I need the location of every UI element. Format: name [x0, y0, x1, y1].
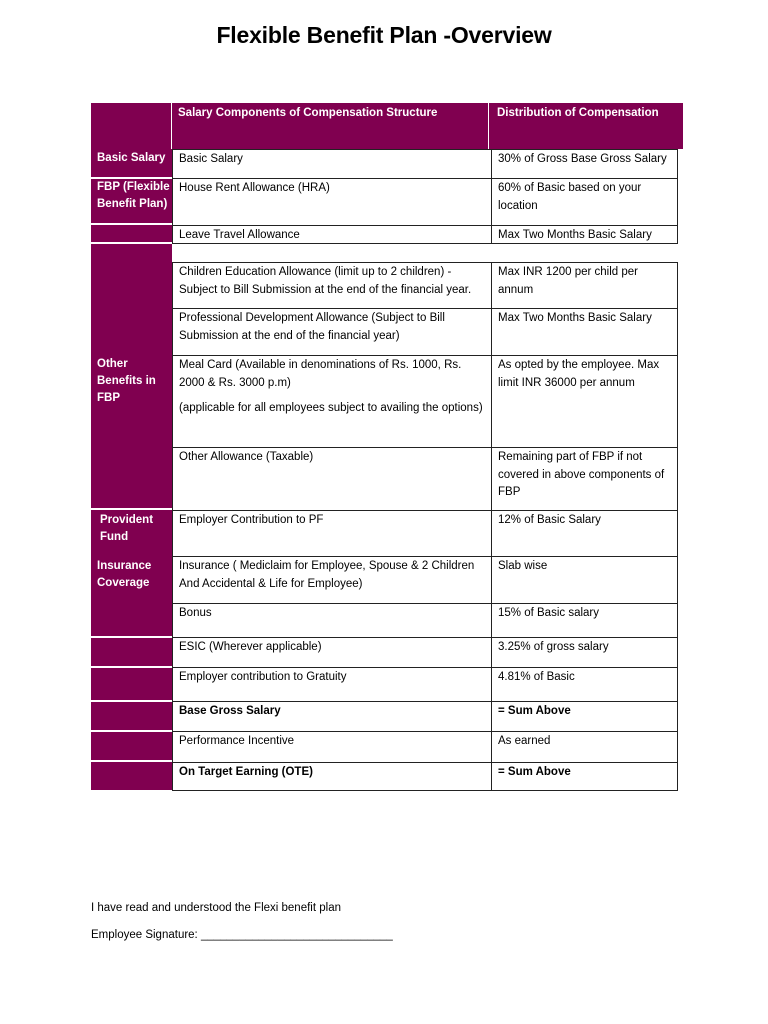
category-spacer	[91, 732, 172, 760]
header-separator	[488, 103, 489, 149]
distribution-cell: Remaining part of FBP if not covered in above components of FBP	[491, 447, 678, 511]
distribution-cell: 3.25% of gross salary	[491, 637, 678, 668]
component-cell: Employer Contribution to PF	[172, 510, 492, 557]
distribution-cell: Max INR 1200 per child per annum	[491, 262, 678, 309]
category-other-benefits	[91, 244, 172, 508]
header-components: Salary Components of Compensation Structure	[172, 103, 491, 149]
category-basic-salary	[91, 149, 172, 177]
component-cell: Employer contribution to Gratuity	[172, 667, 492, 702]
component-cell: Children Education Allowance (limit up to 2 children) - Subject to Bill Submission at the end of the financial year.	[172, 262, 492, 309]
component-cell: House Rent Allowance (HRA)	[172, 178, 492, 226]
distribution-cell: 15% of Basic salary	[491, 603, 678, 638]
distribution-cell: Slab wise	[491, 556, 678, 604]
category-label: Provident Fund	[100, 514, 154, 543]
component-cell: Bonus	[172, 603, 492, 638]
category-spacer	[91, 225, 172, 242]
distribution-cell: 4.81% of Basic	[491, 667, 678, 702]
category-label: Insurance Coverage	[97, 560, 152, 589]
header-distribution: Distribution of Compensation	[491, 103, 671, 149]
component-cell: Other Allowance (Taxable)	[172, 447, 492, 511]
distribution-cell: As opted by the employee. Max limit INR 36000 per annum	[491, 355, 678, 448]
category-spacer	[91, 638, 172, 666]
category-spacer	[91, 762, 172, 790]
category-label: Other Benefits in FBP	[97, 358, 156, 404]
signature-line: Employee Signature: ______________________________	[91, 929, 393, 941]
component-cell	[172, 355, 492, 448]
component-cell: On Target Earning (OTE)	[172, 762, 492, 791]
distribution-cell: 30% of Gross Base Gross Salary	[491, 149, 678, 179]
category-label: Basic Salary	[97, 152, 166, 164]
distribution-cell: Max Two Months Basic Salary	[491, 225, 678, 244]
category-pf-insurance	[91, 510, 172, 636]
component-cell: Performance Incentive	[172, 731, 492, 763]
header-blank	[91, 103, 172, 149]
component-cell: Basic Salary	[172, 149, 492, 179]
distribution-cell: 12% of Basic Salary	[491, 510, 678, 557]
component-cell: Base Gross Salary	[172, 701, 492, 732]
distribution-cell: 60% of Basic based on your location	[491, 178, 678, 226]
component-cell: ESIC (Wherever applicable)	[172, 637, 492, 668]
distribution-cell: As earned	[491, 731, 678, 763]
category-label: FBP (Flexible Benefit Plan)	[97, 181, 170, 210]
component-cell: Professional Development Allowance (Subject to Bill Submission at the end of the financial year)	[172, 308, 492, 356]
component-text: Meal Card (Available in denominations of Rs. 1000, Rs. 2000 & Rs. 3000 p.m)	[179, 359, 462, 389]
component-cell: Insurance ( Mediclaim for Employee, Spouse & 2 Children And Accidental & Life for Employee)	[172, 556, 492, 604]
distribution-cell: = Sum Above	[491, 762, 678, 791]
header-separator	[171, 103, 172, 149]
category-spacer	[91, 668, 172, 700]
distribution-cell: Max Two Months Basic Salary	[491, 308, 678, 356]
distribution-cell: = Sum Above	[491, 701, 678, 732]
page-title: Flexible Benefit Plan -Overview	[216, 22, 552, 48]
component-note: (applicable for all employees subject to availing the options)	[179, 402, 483, 414]
category-spacer	[91, 702, 172, 730]
category-fbp	[91, 179, 172, 223]
acknowledgement-text: I have read and understood the Flexi benefit plan	[91, 902, 341, 914]
header-edge	[671, 103, 683, 149]
component-cell: Leave Travel Allowance	[172, 225, 492, 244]
